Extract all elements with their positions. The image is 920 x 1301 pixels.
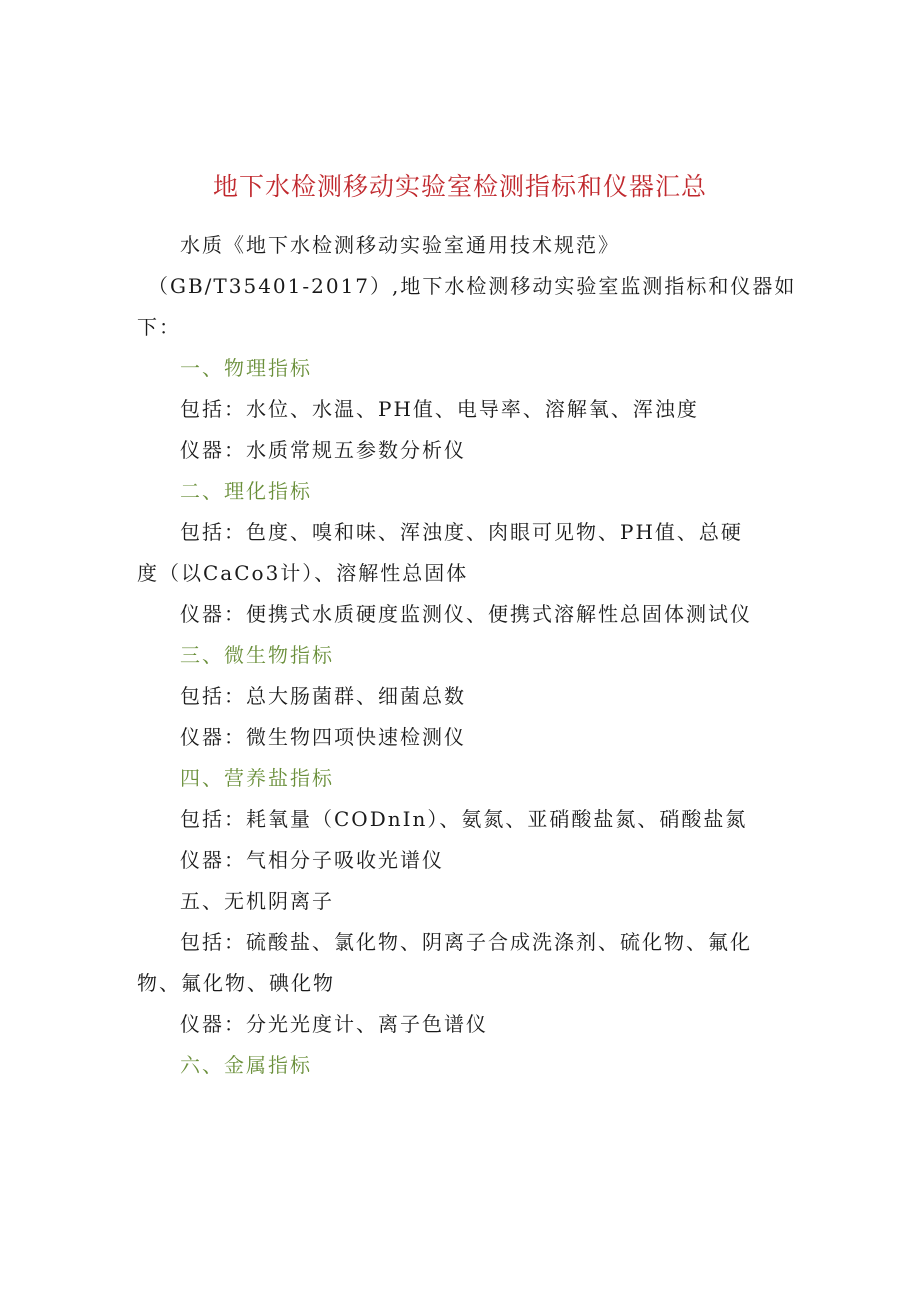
section-heading-physicochemical: 二、理化指标	[180, 479, 312, 503]
section-instrument-physical: 仪器：水质常规五参数分析仪	[180, 438, 466, 462]
section-instrument-physicochemical: 仪器：便携式水质硬度监测仪、便携式溶解性总固体测试仪	[180, 602, 752, 626]
section-heading-physical: 一、物理指标	[180, 356, 312, 380]
section-heading-metals: 六、金属指标	[180, 1053, 312, 1077]
intro-line-2: （GB/T35401-2017）,地下水检测移动实验室监测指标和仪器如	[148, 274, 797, 298]
section-heading-anions: 五、无机阴离子	[180, 889, 334, 913]
section-instrument-nutrients: 仪器：气相分子吸收光谱仪	[180, 848, 444, 872]
section-instrument-anions: 仪器：分光光度计、离子色谱仪	[180, 1012, 488, 1036]
intro-line-3: 下：	[137, 315, 181, 339]
section-include-nutrients: 包括：耗氧量（CODnIn）、氨氮、亚硝酸盐氮、硝酸盐氮	[180, 807, 748, 831]
section-include-microbial: 包括：总大肠菌群、细菌总数	[180, 684, 466, 708]
section-include-anions-2: 物、氟化物、碘化物	[137, 971, 335, 995]
section-include-anions-1: 包括：硫酸盐、氯化物、阴离子合成洗涤剂、硫化物、氟化	[180, 930, 752, 954]
section-heading-microbial: 三、微生物指标	[180, 643, 334, 667]
document-title: 地下水检测移动实验室检测指标和仪器汇总	[212, 172, 707, 201]
section-heading-nutrients: 四、营养盐指标	[180, 766, 334, 790]
intro-line-1: 水质《地下水检测移动实验室通用技术规范》	[180, 233, 620, 257]
section-include-physicochemical-1: 包括：色度、嗅和味、浑浊度、肉眼可见物、PH值、总硬	[180, 520, 743, 544]
section-instrument-microbial: 仪器：微生物四项快速检测仪	[180, 725, 466, 749]
section-include-physicochemical-2: 度（以CaCo3计）、溶解性总固体	[137, 561, 469, 585]
section-include-physical: 包括：水位、水温、PH值、电导率、溶解氧、浑浊度	[180, 397, 699, 421]
